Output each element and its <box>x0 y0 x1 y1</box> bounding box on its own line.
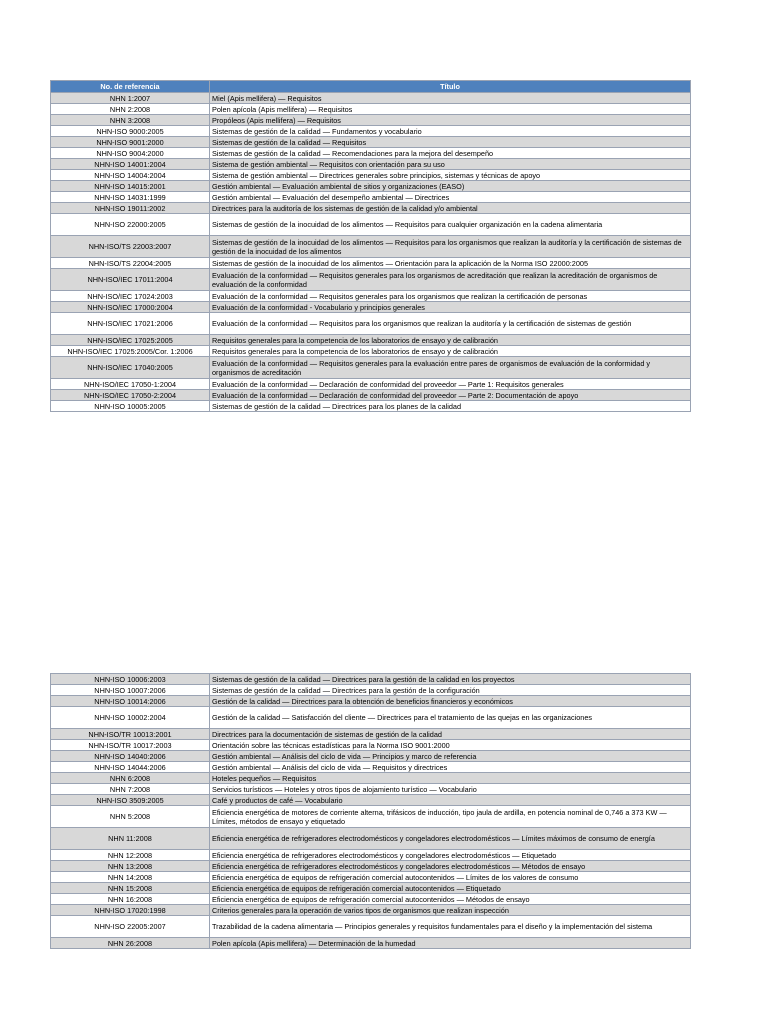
table-row <box>51 883 691 894</box>
reference-number-cell: NHN-ISO 14015:2001 <box>51 181 210 192</box>
title-cell: Evaluación de la conformidad — Requisitos para los organismos que realizan la auditoría y la certificación de sistemas de gestión <box>210 313 691 335</box>
table-row <box>51 302 691 313</box>
table-row <box>51 401 691 412</box>
reference-number-cell: NHN-ISO 10007:2006 <box>51 685 210 696</box>
reference-number-cell: NHN 2:2008 <box>51 104 210 115</box>
table-row <box>51 313 691 335</box>
table-row <box>51 806 691 828</box>
reference-number-cell: NHN-ISO 10006:2003 <box>51 674 210 685</box>
reference-number-cell: NHN-ISO/TR 10017:2003 <box>51 740 210 751</box>
title-cell: Eficiencia energética de equipos de refrigeración comercial autocontenidos — Métodos de ensayo <box>210 894 691 905</box>
table-row <box>51 740 691 751</box>
table-2-body <box>51 674 691 949</box>
reference-number-cell: NHN-ISO 14001:2004 <box>51 159 210 170</box>
table-row <box>51 93 691 104</box>
title-cell: Sistemas de gestión de la calidad — Directrices para los planes de la calidad <box>210 401 691 412</box>
table-row <box>51 357 691 379</box>
title-cell: Sistema de gestión ambiental — Directrices generales sobre principios, sistemas y técnicas de apoyo <box>210 170 691 181</box>
title-cell: Sistemas de gestión de la inocuidad de los alimentos — Requisitos para los organismos que realizan la auditoría y la certificación de sistemas de gestión de la inocuidad de los alimentos <box>210 236 691 258</box>
header-reference-number: No. de referencia <box>51 81 210 93</box>
title-cell: Trazabilidad de la cadena alimentaria — Principios generales y requisitos fundamentales para el diseño y la implementación del sistema <box>210 916 691 938</box>
reference-number-cell: NHN-ISO 10014:2006 <box>51 696 210 707</box>
title-cell: Sistemas de gestión de la calidad — Fundamentos y vocabulario <box>210 126 691 137</box>
table-row <box>51 762 691 773</box>
table-row <box>51 905 691 916</box>
table-row <box>51 850 691 861</box>
table-row <box>51 104 691 115</box>
reference-number-cell: NHN-ISO/TR 10013:2001 <box>51 729 210 740</box>
title-cell: Sistema de gestión ambiental — Requisitos con orientación para su uso <box>210 159 691 170</box>
reference-number-cell: NHN 7:2008 <box>51 784 210 795</box>
table-row <box>51 751 691 762</box>
reference-number-cell: NHN-ISO 14040:2006 <box>51 751 210 762</box>
table-row <box>51 379 691 390</box>
table-row <box>51 126 691 137</box>
table-row <box>51 159 691 170</box>
reference-number-cell: NHN 3:2008 <box>51 115 210 126</box>
title-cell: Evaluación de la conformidad — Requisitos generales para los organismos que realizan la certificación de personas <box>210 291 691 302</box>
title-cell: Servicios turísticos — Hoteles y otros tipos de alojamiento turístico — Vocabulario <box>210 784 691 795</box>
table-row <box>51 861 691 872</box>
reference-number-cell: NHN 5:2008 <box>51 806 210 828</box>
table-row <box>51 894 691 905</box>
table-row <box>51 236 691 258</box>
title-cell: Sistemas de gestión de la inocuidad de los alimentos — Requisitos para cualquier organización en la cadena alimentaria <box>210 214 691 236</box>
reference-number-cell: NHN 12:2008 <box>51 850 210 861</box>
reference-number-cell: NHN-ISO/IEC 17011:2004 <box>51 269 210 291</box>
table-1-body <box>51 93 691 412</box>
table-row <box>51 795 691 806</box>
table-row <box>51 203 691 214</box>
reference-number-cell: NHN-ISO 22000:2005 <box>51 214 210 236</box>
table-row <box>51 115 691 126</box>
reference-number-cell: NHN-ISO/IEC 17050-1:2004 <box>51 379 210 390</box>
title-cell: Sistemas de gestión de la calidad — Directrices para la gestión de la calidad en los proyectos <box>210 674 691 685</box>
title-cell: Sistemas de gestión de la calidad — Directrices para la gestión de la configuración <box>210 685 691 696</box>
title-cell: Gestión de la calidad — Satisfacción del cliente — Directrices para el tratamiento de las quejas en las organizaciones <box>210 707 691 729</box>
title-cell: Requisitos generales para la competencia de los laboratorios de ensayo y de calibración <box>210 335 691 346</box>
reference-number-cell: NHN-ISO/IEC 17025:2005/Cor. 1:2006 <box>51 346 210 357</box>
reference-number-cell: NHN-ISO/IEC 17040:2005 <box>51 357 210 379</box>
table-row <box>51 784 691 795</box>
table-row <box>51 707 691 729</box>
reference-number-cell: NHN-ISO/IEC 17024:2003 <box>51 291 210 302</box>
reference-number-cell: NHN-ISO/IEC 17025:2005 <box>51 335 210 346</box>
title-cell: Eficiencia energética de refrigeradores electrodomésticos y congeladores electrodomésticos — Métodos de ensayo <box>210 861 691 872</box>
table-row <box>51 674 691 685</box>
reference-number-cell: NHN-ISO 17020:1998 <box>51 905 210 916</box>
title-cell: Gestión de la calidad — Directrices para la obtención de beneficios financieros y económicos <box>210 696 691 707</box>
table-row <box>51 181 691 192</box>
title-cell: Orientación sobre las técnicas estadísticas para la Norma ISO 9001:2000 <box>210 740 691 751</box>
table-row <box>51 214 691 236</box>
title-cell: Criterios generales para la operación de varios tipos de organismos que realizan inspección <box>210 905 691 916</box>
title-cell: Evaluación de la conformidad — Requisitos generales para los organismos de acreditación que realizan la acreditación de organismos de evaluación de la conformidad <box>210 269 691 291</box>
title-cell: Evaluación de la conformidad — Declaración de conformidad del proveedor — Parte 2: Documentación de apoyo <box>210 390 691 401</box>
reference-number-cell: NHN 1:2007 <box>51 93 210 104</box>
table-header-row <box>51 81 691 93</box>
reference-number-cell: NHN-ISO 22005:2007 <box>51 916 210 938</box>
table-row <box>51 137 691 148</box>
reference-number-cell: NHN-ISO/TS 22004:2005 <box>51 258 210 269</box>
reference-number-cell: NHN-ISO 14044:2006 <box>51 762 210 773</box>
table-row <box>51 938 691 949</box>
reference-number-cell: NHN-ISO 19011:2002 <box>51 203 210 214</box>
table-row <box>51 872 691 883</box>
title-cell: Eficiencia energética de equipos de refrigeración comercial autocontenidos — Límites de los valores de consumo <box>210 872 691 883</box>
reference-number-cell: NHN 26:2008 <box>51 938 210 949</box>
table-row <box>51 390 691 401</box>
title-cell: Evaluación de la conformidad — Declaración de conformidad del proveedor — Parte 1: Requisitos generales <box>210 379 691 390</box>
title-cell: Gestión ambiental — Análisis del ciclo de vida — Principios y marco de referencia <box>210 751 691 762</box>
title-cell: Gestión ambiental — Evaluación del desempeño ambiental — Directrices <box>210 192 691 203</box>
table-row <box>51 269 691 291</box>
title-cell: Polen apícola (Apis mellifera) — Requisitos <box>210 104 691 115</box>
table-row <box>51 148 691 159</box>
table-row <box>51 291 691 302</box>
header-title: Título <box>210 81 691 93</box>
standards-table-1 <box>50 80 691 412</box>
title-cell: Hoteles pequeños — Requisitos <box>210 773 691 784</box>
title-cell: Requisitos generales para la competencia de los laboratorios de ensayo y de calibración <box>210 346 691 357</box>
title-cell: Evaluación de la conformidad - Vocabulario y principios generales <box>210 302 691 313</box>
reference-number-cell: NHN-ISO/IEC 17021:2006 <box>51 313 210 335</box>
table-row <box>51 773 691 784</box>
title-cell: Eficiencia energética de motores de corriente alterna, trifásicos de inducción, tipo jaula de ardilla, en potencia nominal de 0,746 a 373 KW — Límites, métodos de ensayo y etiquetado <box>210 806 691 828</box>
table-row <box>51 729 691 740</box>
reference-number-cell: NHN-ISO 9001:2000 <box>51 137 210 148</box>
reference-number-cell: NHN 6:2008 <box>51 773 210 784</box>
table-row <box>51 170 691 181</box>
title-cell: Eficiencia energética de equipos de refrigeración comercial autocontenidos — Etiquetado <box>210 883 691 894</box>
title-cell: Gestión ambiental — Análisis del ciclo de vida — Requisitos y directrices <box>210 762 691 773</box>
reference-number-cell: NHN 14:2008 <box>51 872 210 883</box>
reference-number-cell: NHN 11:2008 <box>51 828 210 850</box>
table-row <box>51 346 691 357</box>
title-cell: Eficiencia energética de refrigeradores electrodomésticos y congeladores electrodomésticos — Etiquetado <box>210 850 691 861</box>
reference-number-cell: NHN-ISO/TS 22003:2007 <box>51 236 210 258</box>
title-cell: Café y productos de café — Vocabulario <box>210 795 691 806</box>
table-row <box>51 828 691 850</box>
table-row <box>51 258 691 269</box>
title-cell: Propóleos (Apis mellifera) — Requisitos <box>210 115 691 126</box>
reference-number-cell: NHN-ISO 3509:2005 <box>51 795 210 806</box>
title-cell: Sistemas de gestión de la calidad — Recomendaciones para la mejora del desempeño <box>210 148 691 159</box>
title-cell: Sistemas de gestión de la calidad — Requisitos <box>210 137 691 148</box>
reference-number-cell: NHN-ISO 10002:2004 <box>51 707 210 729</box>
reference-number-cell: NHN-ISO/IEC 17000:2004 <box>51 302 210 313</box>
standards-table-2 <box>50 673 691 949</box>
title-cell: Polen apícola (Apis mellifera) — Determinación de la humedad <box>210 938 691 949</box>
title-cell: Gestión ambiental — Evaluación ambiental de sitios y organizaciones (EASO) <box>210 181 691 192</box>
table-row <box>51 916 691 938</box>
title-cell: Eficiencia energética de refrigeradores electrodomésticos y congeladores electrodomésticos — Límites máximos de consumo de energía <box>210 828 691 850</box>
reference-number-cell: NHN-ISO 9004:2000 <box>51 148 210 159</box>
reference-number-cell: NHN 16:2008 <box>51 894 210 905</box>
table-row <box>51 685 691 696</box>
title-cell: Miel (Apis mellifera) — Requisitos <box>210 93 691 104</box>
reference-number-cell: NHN 13:2008 <box>51 861 210 872</box>
title-cell: Directrices para la auditoría de los sistemas de gestión de la calidad y/o ambiental <box>210 203 691 214</box>
title-cell: Evaluación de la conformidad — Requisitos generales para la evaluación entre pares de organismos de evaluación de la conformidad y organismos de acreditación <box>210 357 691 379</box>
reference-number-cell: NHN-ISO 14004:2004 <box>51 170 210 181</box>
reference-number-cell: NHN-ISO 10005:2005 <box>51 401 210 412</box>
reference-number-cell: NHN-ISO/IEC 17050-2:2004 <box>51 390 210 401</box>
reference-number-cell: NHN-ISO 14031:1999 <box>51 192 210 203</box>
table-row <box>51 192 691 203</box>
reference-number-cell: NHN 15:2008 <box>51 883 210 894</box>
table-row <box>51 335 691 346</box>
title-cell: Sistemas de gestión de la inocuidad de los alimentos — Orientación para la aplicación de la Norma ISO 22000:2005 <box>210 258 691 269</box>
reference-number-cell: NHN-ISO 9000:2005 <box>51 126 210 137</box>
title-cell: Directrices para la documentación de sistemas de gestión de la calidad <box>210 729 691 740</box>
table-row <box>51 696 691 707</box>
